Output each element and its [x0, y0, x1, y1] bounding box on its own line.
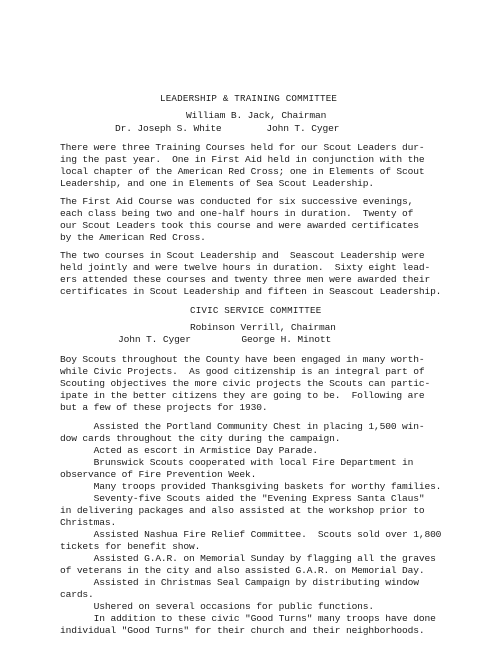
civic-project-line: In addition to these civic "Good Turns" many troops have done — [60, 613, 436, 624]
training-paragraph-3-line: The two courses in Scout Leadership and Seascout Leadership were — [60, 250, 425, 261]
training-paragraph-3-line: ers attended these courses and twenty three men were awarded their — [60, 274, 431, 285]
civic-project-line: Many troops provided Thanksgiving baskets for worthy families. — [60, 481, 442, 492]
civic-members: John T. Cyger George H. Minott — [118, 334, 332, 345]
civic-project-line: of veterans in the city and also assisted G.A.R. on Memorial Day. — [60, 565, 425, 576]
civic-project-line: tickets for benefit show. — [60, 541, 201, 552]
civic-project-line: Assisted in Christmas Seal Campaign by distributing window — [60, 577, 419, 588]
training-paragraph-3-line: held jointly and were twelve hours in duration. Sixty eight lead- — [60, 262, 431, 273]
training-paragraph-2-line: The First Aid Course was conducted for six successive evenings, — [60, 196, 414, 207]
training-paragraph-1-line: local chapter of the American Red Cross; one in Elements of Scout — [60, 166, 425, 177]
civic-project-line: Acted as escort in Armistice Day Parade. — [60, 445, 318, 456]
training-paragraph-2-line: each class being two and one-half hours in duration. Twenty of — [60, 208, 414, 219]
civic-intro-line: while Civic Projects. As good citizenship is an integral part of — [60, 366, 425, 377]
civic-project-line: Ushered on several occasions for public functions. — [60, 601, 375, 612]
training-paragraph-1-line: There were three Training Courses held for our Scout Leaders dur- — [60, 142, 425, 153]
civic-project-line: dow cards throughout the city during the campaign. — [60, 433, 341, 444]
civic-intro-line: but a few of these projects for 1930. — [60, 402, 268, 413]
civic-chairman: Robinson Verrill, Chairman — [190, 322, 336, 333]
civic-project-line: Assisted the Portland Community Chest in placing 1,500 win- — [60, 421, 425, 432]
civic-intro-line: ipate in the better citizens they are going to be. Following are — [60, 390, 425, 401]
civic-project-line: in delivering packages and also assisted at the workshop prior to — [60, 505, 425, 516]
training-paragraph-3-line: certificates in Scout Leadership and fifteen in Seascout Leadership. — [60, 286, 442, 297]
civic-intro-line: Scouting objectives the more civic projects the Scouts can partic- — [60, 378, 431, 389]
training-paragraph-2-line: our Scout Leaders took this course and were awarded certificates — [60, 220, 419, 231]
civic-project-line: observance of Fire Prevention Week. — [60, 469, 257, 480]
training-paragraph-2-line: by the American Red Cross. — [60, 232, 206, 243]
civic-intro-line: Boy Scouts throughout the County have been engaged in many worth- — [60, 354, 425, 365]
civic-project-line: Christmas. — [60, 517, 117, 528]
training-paragraph-1-line: Leadership, and one in Elements of Sea Scout Leadership. — [60, 178, 375, 189]
training-members: Dr. Joseph S. White John T. Cyger — [115, 123, 340, 134]
civic-project-line: Assisted Nashua Fire Relief Committee. Scouts sold over 1,800 — [60, 529, 442, 540]
civic-committee-title: CIVIC SERVICE COMMITTEE — [190, 305, 322, 316]
civic-project-line: Seventy-five Scouts aided the "Evening Express Santa Claus" — [60, 493, 425, 504]
civic-project-line: individual "Good Turns" for their church and their neighborhoods. — [60, 625, 425, 636]
civic-project-line: cards. — [60, 589, 94, 600]
training-committee-title: LEADERSHIP & TRAINING COMMITTEE — [160, 93, 338, 104]
civic-project-line: Assisted G.A.R. on Memorial Sunday by flagging all the graves — [60, 553, 436, 564]
training-paragraph-1-line: ing the past year. One in First Aid held in conjunction with the — [60, 154, 425, 165]
training-chairman: William B. Jack, Chairman — [186, 110, 327, 121]
civic-project-line: Brunswick Scouts cooperated with local Fire Department in — [60, 457, 414, 468]
